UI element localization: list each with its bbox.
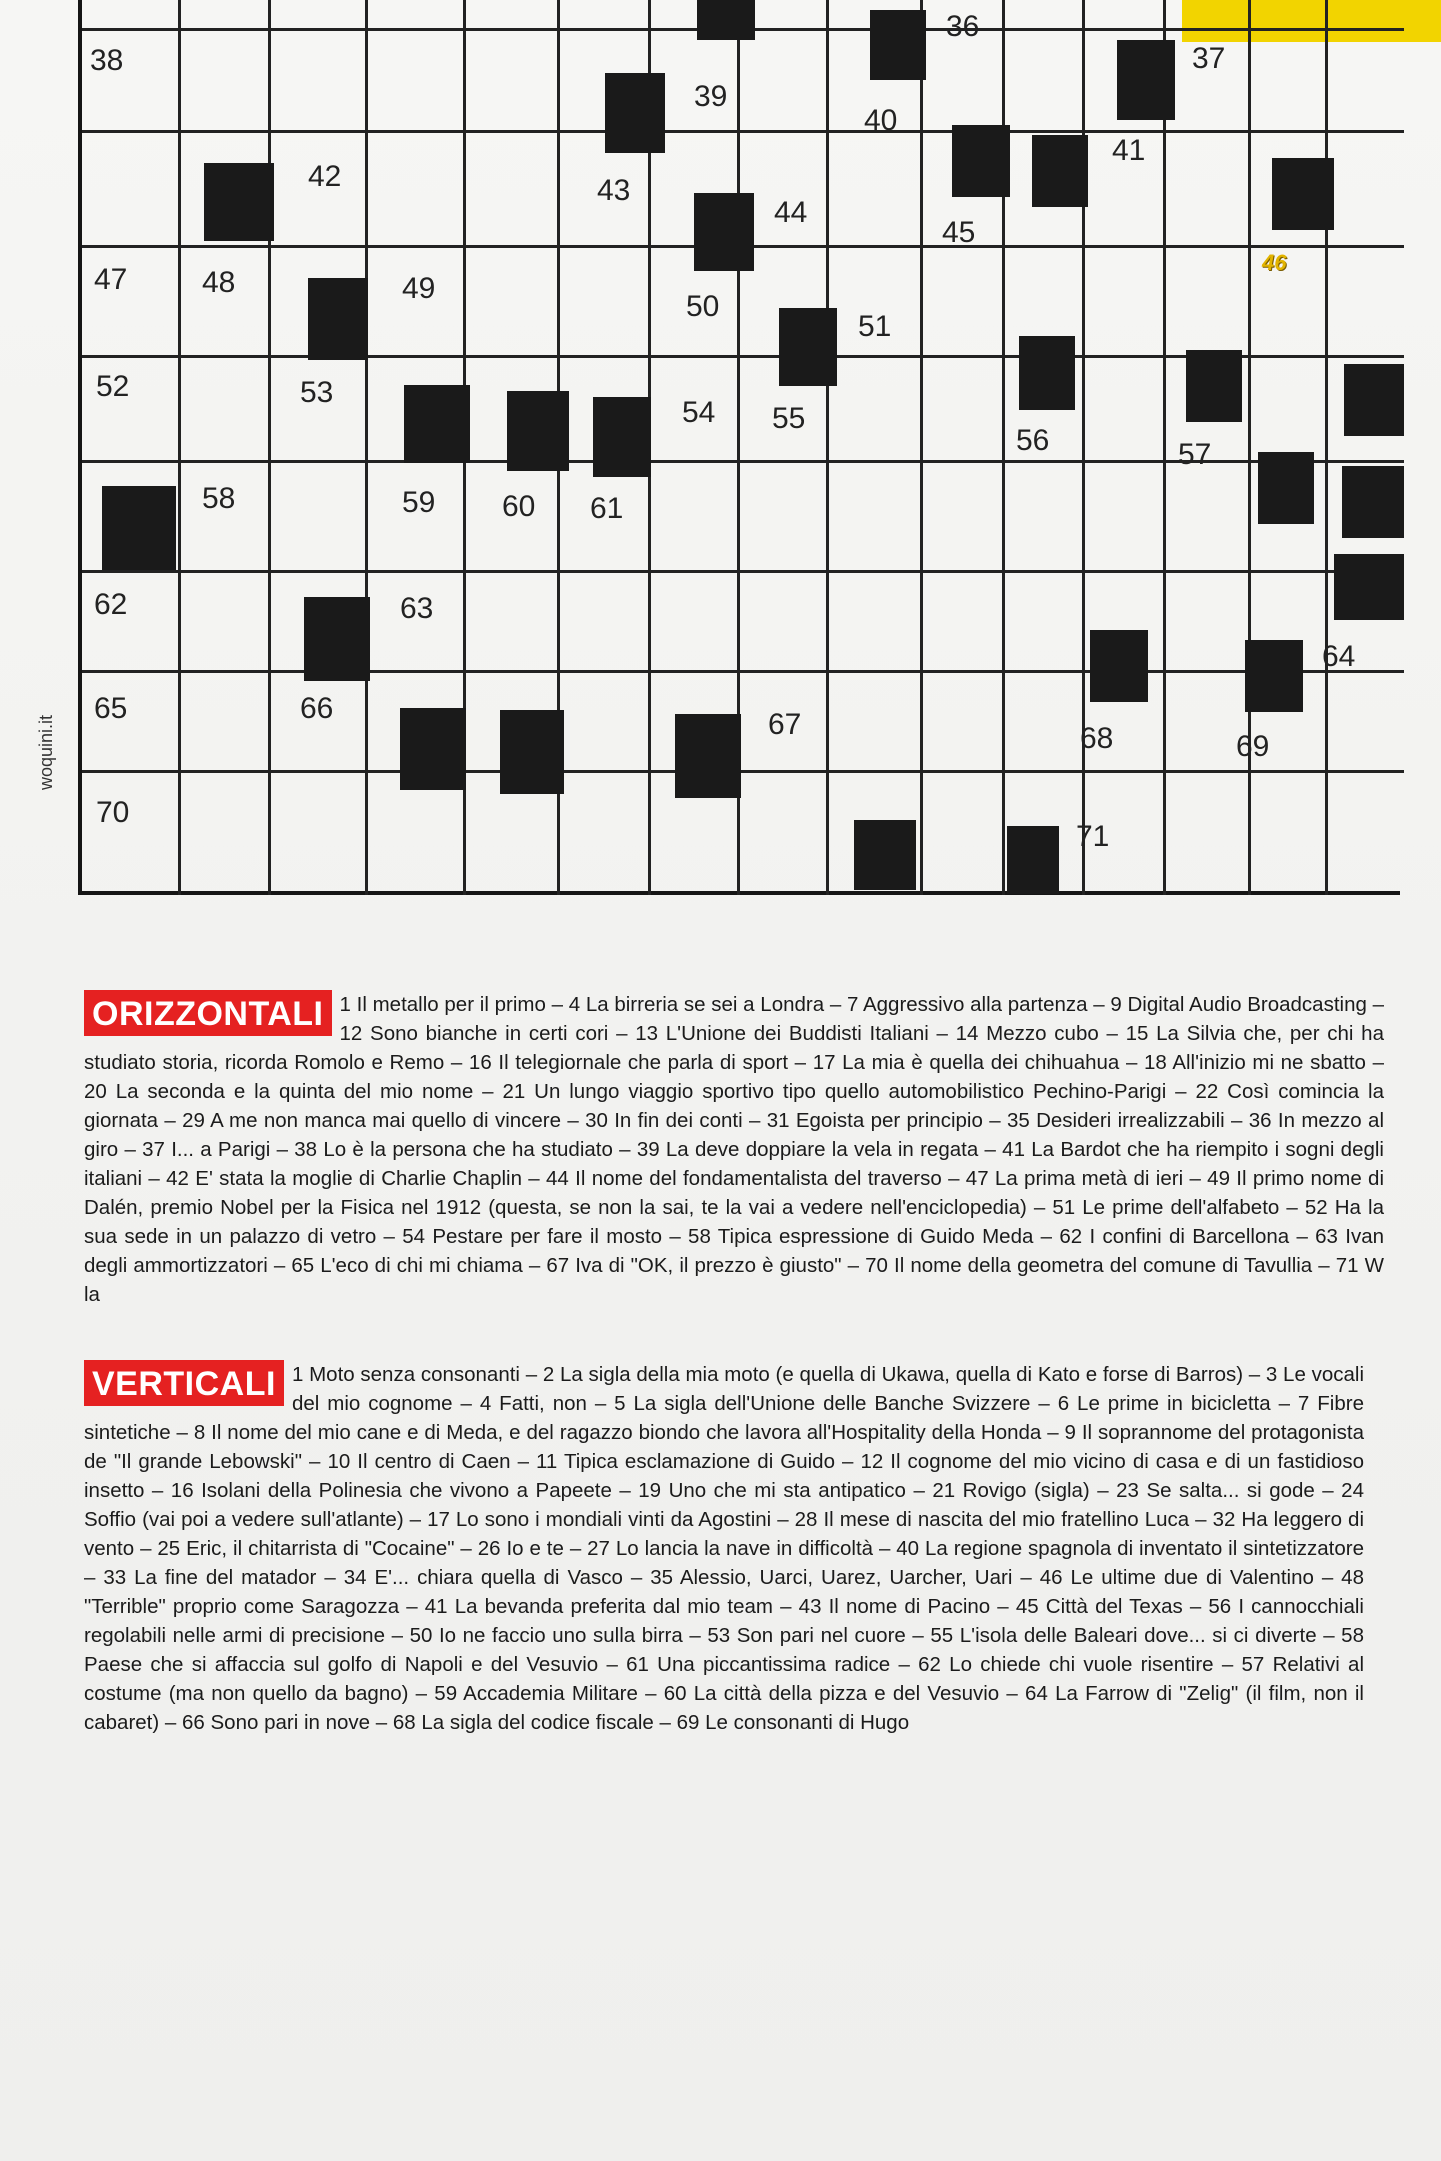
grid-line [82, 570, 1404, 573]
clue-number: 55 [772, 402, 806, 435]
black-square [507, 391, 569, 471]
black-square [952, 125, 1010, 197]
clue-number: 68 [1080, 722, 1114, 755]
clue-number: 43 [597, 174, 631, 207]
clue-number: 63 [400, 592, 434, 625]
clue-number: 59 [402, 486, 436, 519]
black-square [870, 10, 926, 80]
grid-line [1325, 0, 1328, 895]
clue-number: 60 [502, 490, 536, 523]
vr46-logo: 46 [1262, 250, 1287, 275]
grid-line [365, 0, 368, 895]
clue-number: 49 [402, 272, 436, 305]
crossword-grid [78, 0, 1400, 895]
clue-number: 40 [864, 104, 898, 137]
grid-line [82, 670, 1404, 673]
black-square [308, 278, 368, 360]
clue-number: 71 [1076, 820, 1110, 853]
black-square [1272, 158, 1334, 230]
clue-number: 52 [96, 370, 130, 403]
black-square [779, 308, 837, 386]
clue-number: 53 [300, 376, 334, 409]
clue-number: 37 [1192, 42, 1226, 75]
black-square [593, 397, 651, 477]
grid-line [268, 0, 271, 895]
orizzontali-clues [84, 990, 1384, 1309]
black-square [304, 597, 370, 681]
verticali-section [84, 1360, 1364, 1737]
clue-number: 47 [94, 263, 128, 296]
black-square [1019, 336, 1075, 410]
yellow-header-band [1182, 0, 1441, 42]
clue-number: 64 [1322, 640, 1356, 673]
black-square [1007, 826, 1059, 894]
grid-line [920, 0, 923, 895]
black-square [605, 73, 665, 153]
clue-number: 69 [1236, 730, 1270, 763]
orizzontali-label: ORIZZONTALI [84, 990, 332, 1036]
black-square [500, 710, 564, 794]
grid-line [82, 130, 1404, 133]
black-square [1344, 364, 1404, 436]
clue-number: 58 [202, 482, 236, 515]
black-square [1117, 40, 1175, 120]
clue-number: 45 [942, 216, 976, 249]
orizzontali-section [84, 990, 1384, 1309]
grid-line [826, 0, 829, 895]
black-square [102, 486, 176, 570]
clue-number: 44 [774, 196, 808, 229]
clue-number: 41 [1112, 134, 1146, 167]
clue-number: 54 [682, 396, 716, 429]
clue-number: 66 [300, 692, 334, 725]
clue-number: 42 [308, 160, 342, 193]
verticali-clues [84, 1360, 1364, 1737]
black-square [400, 708, 466, 790]
side-credit: woquini.it [36, 714, 56, 790]
clue-number: 61 [590, 492, 624, 525]
black-square [854, 820, 916, 890]
grid-line [178, 0, 181, 895]
grid-line [82, 770, 1404, 773]
verticali-text: 1 Moto senza consonanti – 2 La sigla della mia moto (e quella di Ukawa, quella di Kato e forse di Barros) – 3 Le vocali del mio cognome – 4 Fatti, non – 5 La sigla dell'Unione delle Banche Svizzere – 6 Le prime in bicicletta – 7 Fibre sintetiche – 8 Il nome del mio cane e di Meda, e del ragazzo biondo che lavora all'Hospitality della Honda – 9 Il soprannome del protagonista de "Il grande Lebowski" – 10 Il centro di Caen – 11 Tipica esclamazione di Guido – 12 Il cognome del mio vicino di casa e di un fastidioso insetto – 16 Isolani della Polinesia che vivono a Papeete – 19 Uno che mi sta antipatico – 21 Rovigo (sigla) – 23 Se salta... si gode – 24 Soffio (vai poi a vedere sull'atlante) – 17 Lo sono i mondiali vinti da Agostini – 28 Il mese di nascita del mio fratellino Luca – 32 Ha leggero di vento – 25 Eric, il chitarrista di "Cocaine" – 26 Io e te – 27 Lo lancia la nave in difficoltà – 40 La regione spagnola di inventato il sintetizzatore – 33 La fine del matador – 34 E'... chiara quella di Vasco – 35 Alessio, Uarci, Uarez, Uarcher, Uari – 46 Le ultime due di Valentino – 48 "Terrible" proprio come Saragozza – 41 La bevanda preferita dal mio team – 43 Il nome di Pacino – 45 Città del Texas – 56 I cannocchiali regolabili nelle armi di precisione – 50 Io ne faccio uno sulla birra – 53 Son pari nel cuore – 55 L'isola delle Baleari dove... si ci diverte – 58 Paese che si affaccia sul golfo di Napoli e del Vesuvio – 61 Una piccantissima radice – 62 Lo chiede chi vuole risentire – 57 Relativi al costume (ma non quello da bagno) – 59 Accademia Militare – 60 La città della pizza e del Vesuvio – 64 La Farrow di "Zelig" (il film, non il cabaret) – 66 Sono pari in nove – 68 La sigla del codice fiscale – 69 Le consonanti di Hugo [84, 1363, 1364, 1734]
clue-number: 65 [94, 692, 128, 725]
black-square [204, 163, 274, 241]
black-square [1090, 630, 1148, 702]
black-square [697, 0, 755, 40]
black-square [675, 714, 741, 798]
black-square [404, 385, 470, 463]
clue-number: 67 [768, 708, 802, 741]
clue-number: 38 [90, 44, 124, 77]
clue-number: 50 [686, 290, 720, 323]
verticali-label: VERTICALI [84, 1360, 284, 1406]
black-square [1342, 466, 1404, 538]
clue-number: 51 [858, 310, 892, 343]
black-square [1334, 554, 1404, 620]
black-square [694, 193, 754, 271]
black-square [1245, 640, 1303, 712]
clue-number: 57 [1178, 438, 1212, 471]
clue-number: 39 [694, 80, 728, 113]
black-square [1186, 350, 1242, 422]
clue-number: 36 [946, 10, 980, 43]
black-square [1258, 452, 1314, 524]
clue-number: 56 [1016, 424, 1050, 457]
orizzontali-text: 1 Il metallo per il primo – 4 La birreria se sei a Londra – 7 Aggressivo alla partenza – 9 Digital Audio Broadcasting – 12 Sono bianche in certi cori – 13 L'Unione dei Buddisti Italiani – 14 Mezzo cubo – 15 La Silvia che, per chi ha studiato storia, ricorda Romolo e Remo – 16 Il telegiornale che parla di sport – 17 La mia è quella dei chihuahua – 18 All'inizio mi ne sbatto – 20 La seconda e la quinta del mio nome – 21 Un lungo viaggio sportivo tipo quello automobilistico Pechino-Parigi – 22 Così comincia la giornata – 29 A me non manca mai quello di vincere – 30 In fin dei conti – 31 Egoista per principio – 35 Desideri irrealizzabili – 36 In mezzo al giro – 37 I... a Parigi – 38 Lo è la persona che ha studiato – 39 La deve doppiare la vela in regata – 41 La Bardot che ha riempito i sogni degli italiani – 42 E' stata la moglie di Charlie Chaplin – 44 Il nome del fondamentalista del traverso – 47 La prima metà di ieri – 49 Il primo nome di Dalén, premio Nobel per la Fisica nel 1912 (questa, se non la sai, te la vai a vedere nell'enciclopedia) – 51 Le prime dell'alfabeto – 52 Ha la sua sede in un palazzo di vetro – 54 Pestare per fare il mosto – 58 Tipica espressione di Guido Meda – 62 I confini di Barcellona – 63 Ivan degli ammortizzatori – 65 L'eco di chi mi chiama – 67 Iva di "OK, il prezzo è giusto" – 70 Il nome della geometra del comune di Tavullia – 71 W la [84, 993, 1384, 1306]
clue-number: 62 [94, 588, 128, 621]
grid-line [1163, 0, 1166, 895]
black-square [1032, 135, 1088, 207]
clue-number: 70 [96, 796, 130, 829]
clue-number: 48 [202, 266, 236, 299]
